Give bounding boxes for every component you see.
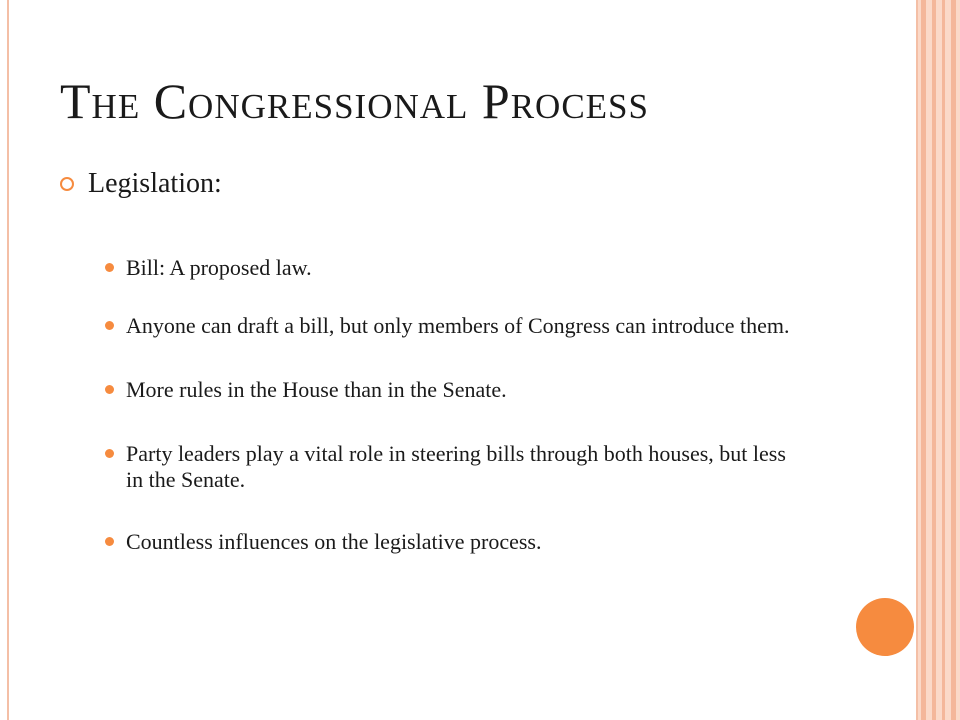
slide-title: The Congressional Process bbox=[60, 73, 649, 129]
bullet-item bbox=[105, 529, 805, 555]
decorative-circle bbox=[856, 598, 914, 656]
bullet-list bbox=[105, 255, 805, 555]
bullet-text: More rules in the House than in the Senate. bbox=[126, 377, 507, 402]
bullet-dot-icon bbox=[105, 537, 114, 546]
bullet-dot-icon bbox=[105, 321, 114, 330]
bullet-text: Party leaders play a vital role in steering bills through both houses, but less in the Senate. bbox=[126, 441, 786, 492]
bullet-dot-icon bbox=[105, 263, 114, 272]
side-stripe bbox=[951, 0, 956, 720]
section-heading-label: Legislation: bbox=[88, 168, 222, 199]
section-heading bbox=[60, 168, 222, 200]
side-stripe bbox=[942, 0, 945, 720]
bullet-item bbox=[105, 255, 805, 281]
bullet-dot-icon bbox=[105, 385, 114, 394]
side-stripe bbox=[921, 0, 926, 720]
bullet-text: Bill: A proposed law. bbox=[126, 255, 312, 280]
ring-bullet-icon bbox=[60, 177, 74, 191]
bullet-item bbox=[105, 313, 805, 339]
bullet-dot-icon bbox=[105, 449, 114, 458]
side-stripe bbox=[932, 0, 936, 720]
bullet-item bbox=[105, 377, 805, 403]
bullet-item bbox=[105, 441, 805, 493]
bullet-text: Anyone can draft a bill, but only members of Congress can introduce them. bbox=[126, 313, 790, 338]
bullet-text: Countless influences on the legislative process. bbox=[126, 529, 542, 554]
